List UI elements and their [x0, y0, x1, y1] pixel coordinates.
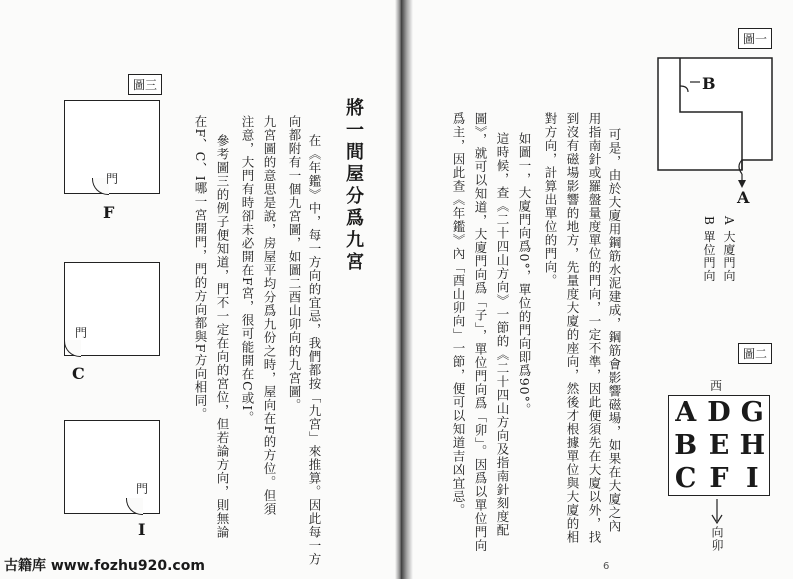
grid-cell: B [674, 430, 698, 461]
paragraph-line: 注意，大門有時卻未必開在F宮，很可能開在C或I。 [240, 115, 255, 425]
grid-cell: I [746, 463, 759, 494]
legend-b: B 單位門向 [702, 216, 716, 283]
grid-cell: A [675, 397, 697, 428]
door-label: 門 [136, 482, 149, 496]
grid-cell: H [739, 430, 766, 461]
letter-b: B [702, 74, 716, 93]
grid-cell: E [708, 430, 730, 461]
paragraph-line: 在《年鑑》中，每一方向的宜忌，我們都按「九宮」來推算。因此每一方 [307, 134, 322, 566]
paragraph-line: 向都附有一個九宮圖，如圖二酉山卯向的九宮圖。 [287, 115, 302, 412]
letter-f: F [103, 203, 115, 222]
paragraph-line: 九宮圖的意思是說，房屋平均分爲九份之時，屋向在F的方位。但須 [262, 115, 277, 517]
paragraph-line: 這時候，查《二十四山方向》一節的《二十四山方向及指南針刻度配 [495, 132, 510, 537]
grid-cell: C [674, 463, 697, 494]
door-label: 門 [75, 326, 88, 340]
paragraph-line: 在F、C、I哪一宮開門，門的方向都與F方向相同。 [193, 115, 208, 421]
paragraph-line: 如圖一，大廈門向爲0°，單位的門向即爲90°。 [517, 132, 532, 417]
nine-palace-grid [668, 395, 770, 496]
letter-a: A [737, 188, 750, 207]
letter-c: C [72, 364, 85, 383]
grid-cell: D [707, 397, 731, 428]
fig1-building-diagram [650, 50, 785, 200]
door-label: 門 [106, 172, 119, 186]
paragraph-line: 參考圖三的例子便知道，門不一定在向的宮位，但若論方向，則無論 [215, 134, 230, 539]
grid-cell: F [709, 463, 729, 494]
paragraph-line: 可是，由於大廈用鋼筋水泥建成，鋼筋會影響磁場，如果在大廈之內 [607, 128, 622, 533]
page-number: 6 [603, 561, 610, 572]
figure-2-label: 圖二 [738, 343, 772, 364]
paragraph-line: 用指南針或羅盤量度單位的門向，一定不準，因此便須先在大廈以外，找 [587, 112, 602, 544]
legend-a: A 大廈門向 [722, 216, 736, 283]
west-label: 西 [710, 379, 723, 393]
paragraph-line: 到沒有磁場影響的地方，先量度大廈的座向，然後才根據單位與大廈的相 [565, 112, 580, 544]
figure-3-label: 圖三 [128, 74, 162, 95]
paragraph-line: 圖》，就可以知道，大廈門向爲「子」，單位門向爲「卯」。因爲以單位門向 [473, 112, 488, 553]
paragraph-line: 對方向，計算出單位的門向。 [543, 112, 558, 288]
footer-watermark: 古籍库 www.fozhu920.com [4, 558, 205, 574]
grid-cell: G [740, 397, 764, 428]
figure-1-label: 圖一 [738, 28, 772, 49]
arrow-down-icon [710, 497, 724, 527]
section-title: 將一間屋分爲九宮 [343, 98, 364, 274]
book-spine-right [401, 0, 413, 579]
paragraph-line: 爲主，因此查《年鑑》內「酉山卯向」一節，便可以知道吉凶宜忌。 [451, 112, 466, 517]
fig3-room-i [64, 420, 160, 514]
facing-label: 向卯 [710, 526, 724, 552]
letter-i: I [138, 520, 146, 539]
